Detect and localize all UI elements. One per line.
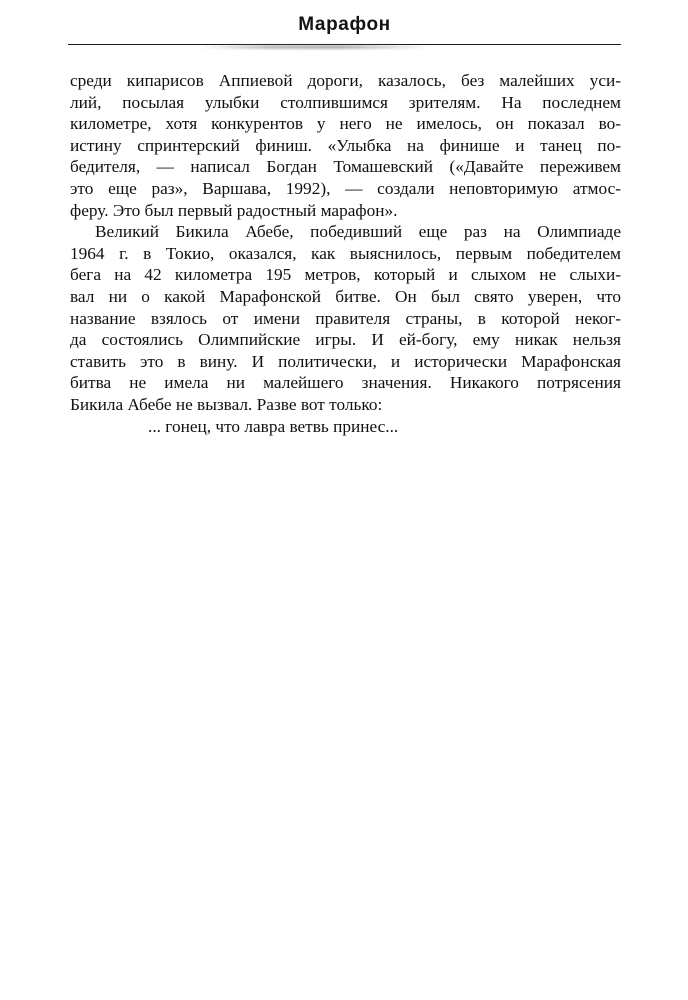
scan-artifact-smudge (200, 45, 430, 49)
text-line: название взялось от имени правителя страны, в которой неког- (70, 308, 621, 328)
running-header-title: Марафон (298, 14, 391, 35)
verse-paragraph (70, 416, 621, 438)
text-line: да состоялись Олимпийские игры. И ей-богу, ему никак нельзя (70, 330, 621, 350)
text-line: битва не имела ни малейшего значения. Никакого потрясения (70, 373, 621, 393)
text-line: километре, хотя конкурентов у него не имелось, он показал во- (70, 114, 621, 134)
text-line: бедителя, — написал Богдан Томашевский («Давайте переживем (70, 157, 621, 177)
text-line: ... гонец, что лавра ветвь принес... (148, 416, 399, 436)
paragraph (70, 221, 621, 415)
page-body (70, 70, 621, 437)
text-line: феру. Это был первый радостный марафон». (70, 200, 398, 220)
text-line: это еще раз», Варшава, 1992), — создали неповторимую атмос- (70, 178, 621, 198)
text-line: Бикила Абебе не вызвал. Разве вот только: (70, 394, 383, 414)
text-line: ставить это в вину. И политически, и исторически Марафонская (70, 351, 621, 371)
text-line: вал ни о какой Марафонской битве. Он был свято уверен, что (70, 286, 621, 306)
text-line: Великий Бикила Абебе, победивший еще раз на Олимпиаде (95, 222, 621, 242)
text-line: среди кипарисов Аппиевой дороги, казалось, без малейших уси- (70, 71, 621, 90)
text-line: 1964 г. в Токио, оказался, как выяснилось, первым победителем (70, 243, 621, 263)
text-line: истину спринтерский финиш. «Улыбка на финише и танец по- (70, 135, 621, 155)
text-line: бега на 42 километра 195 метров, который и слыхом не слыхи- (70, 265, 621, 285)
text-line: лий, посылая улыбки столпившимся зрителям. На последнем (70, 92, 621, 112)
paragraph (70, 70, 621, 221)
